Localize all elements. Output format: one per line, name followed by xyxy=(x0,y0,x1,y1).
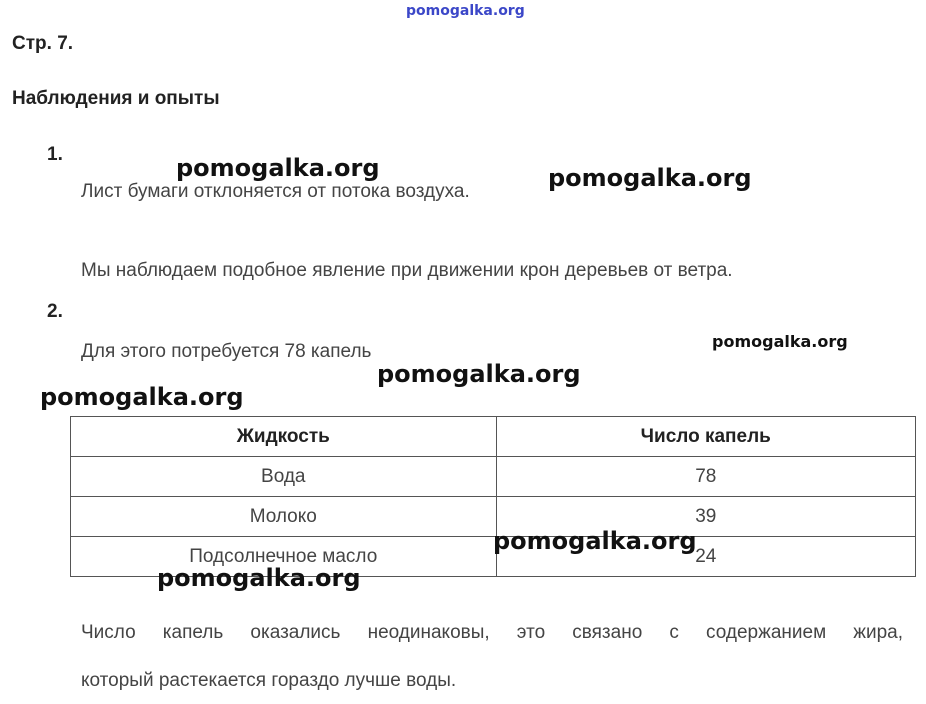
cell-drops: 39 xyxy=(496,497,915,537)
item-1-line-1: Лист бумаги отклоняется от потока воздуха. xyxy=(81,181,470,202)
item-1-number: 1. xyxy=(47,144,63,165)
item-2-line-1: Для этого потребуется 78 капель xyxy=(81,341,372,362)
cell-liquid: Подсолнечное масло xyxy=(71,537,497,577)
watermark: pomogalka.org xyxy=(176,154,380,182)
top-watermark: pomogalka.org xyxy=(406,3,525,19)
cell-liquid: Молоко xyxy=(71,497,497,537)
table-row xyxy=(71,457,916,497)
header-liquid: Жидкость xyxy=(71,417,497,457)
watermark: pomogalka.org xyxy=(493,527,697,555)
watermark: pomogalka.org xyxy=(157,564,361,592)
header-drops: Число капель xyxy=(496,417,915,457)
conclusion-line-2: который растекается гораздо лучше воды. xyxy=(81,670,457,691)
watermark: pomogalka.org xyxy=(377,360,581,388)
section-title: Наблюдения и опыты xyxy=(12,88,220,109)
watermark: pomogalka.org xyxy=(40,383,244,411)
watermark: pomogalka.org xyxy=(712,332,848,351)
conclusion-line-1: Число капель оказались неодинаковы, это связано с содержанием жира, xyxy=(81,622,903,643)
watermark: pomogalka.org xyxy=(548,164,752,192)
cell-drops: 24 xyxy=(496,537,915,577)
item-2-number: 2. xyxy=(47,301,63,322)
item-1-line-2: Мы наблюдаем подобное явление при движении крон деревьев от ветра. xyxy=(81,260,733,281)
page-label: Стр. 7. xyxy=(12,33,74,54)
cell-drops: 78 xyxy=(496,457,915,497)
cell-liquid: Вода xyxy=(71,457,497,497)
table-header-row xyxy=(71,417,916,457)
